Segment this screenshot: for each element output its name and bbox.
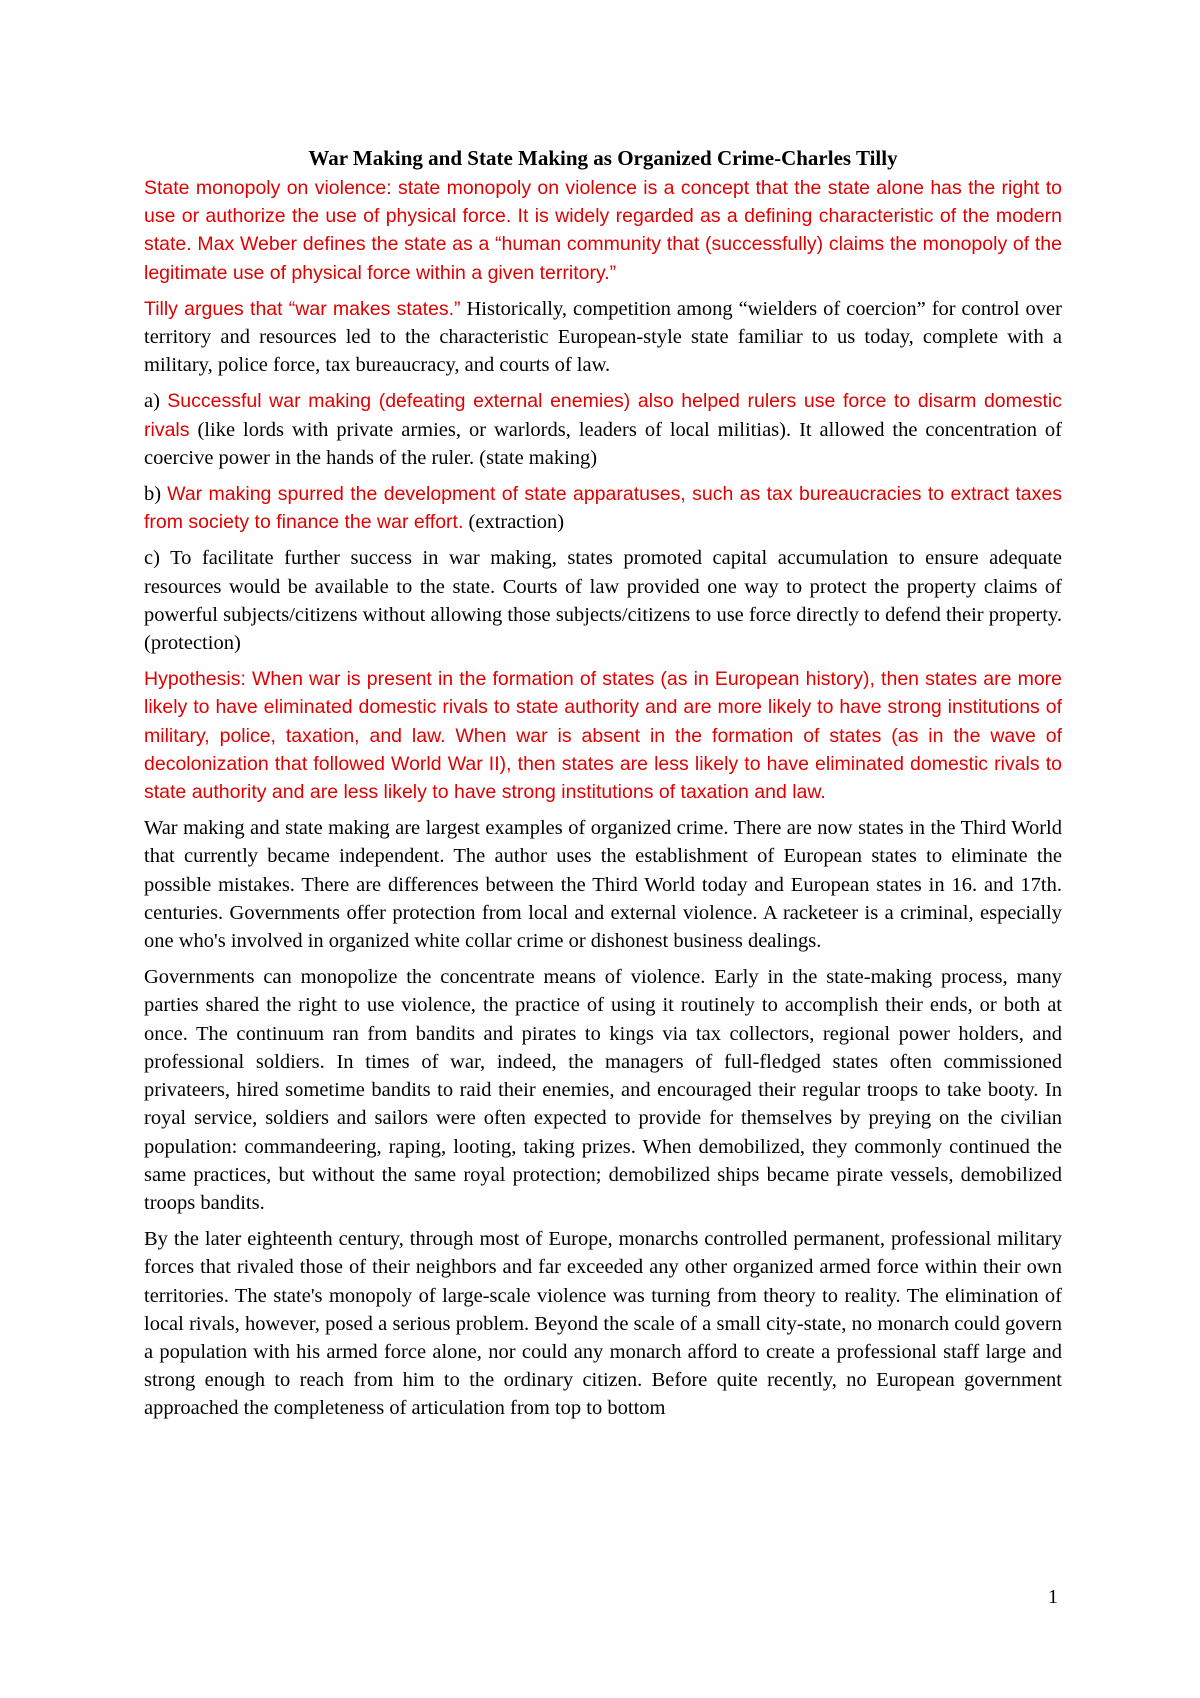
- text-run: (extraction): [463, 511, 565, 534]
- text-run: b): [144, 483, 168, 506]
- paragraph: [144, 480, 1062, 536]
- highlighted-text: Tilly argues that “war makes states.”: [144, 297, 461, 320]
- text-run: c) To facilitate further success in war making, states promoted capital accumulation to ensure adequate resources would be available to the state. Courts of law provided one way to protect the property claims of powerful subjects/citizens without allowing those subjects/citizens to use force directly to defend their property. (protection): [144, 547, 1062, 655]
- paragraph: [144, 544, 1062, 657]
- paragraph: [144, 387, 1062, 472]
- highlighted-text: Hypothesis: When war is present in the formation of states (as in European history), then states are more likely to have eliminated domestic rivals to state authority and are more likely to have strong institutions of military, police, taxation, and law. When war is absent in the formation of states (as in the wave of decolonization that followed World War II), then states are less likely to have eliminated domestic rivals to state authority and are less likely to have strong institutions of taxation and law.: [144, 668, 1062, 804]
- text-run: Governments can monopolize the concentrate means of violence. Early in the state-making process, many parties shared the right to use violence, the practice of using it routinely to accomplish their ends, or both at once. The continuum ran from bandits and pirates to kings via tax collectors, regional power holders, and professional soldiers. In times of war, indeed, the managers of full-fledged states often commissioned privateers, hired sometime bandits to raid their enemies, and encouraged their regular troops to take booty. In royal service, soldiers and sailors were often expected to provide for themselves by preying on the civilian population: commandeering, raping, looting, taking prizes. When demobilized, they commonly continued the same practices, but without the same royal protection; demobilized ships became pirate vessels, demobilized troops bandits.: [144, 966, 1062, 1214]
- document-title: War Making and State Making as Organized Crime-Charles Tilly: [308, 146, 898, 170]
- text-run: (like lords with private armies, or warlords, leaders of local militias). It allowed the concentration of coercive power in the hands of the ruler. (state making): [144, 418, 1062, 469]
- text-run: a): [144, 390, 168, 413]
- paragraph: [144, 814, 1062, 955]
- text-run: War making and state making are largest examples of organized crime. There are now states in the Third World that currently became independent. The author uses the establishment of European states to eliminate the possible mistakes. There are differences between the Third World today and European states in 16. and 17th. centuries. Governments offer protection from local and external violence. A racketeer is a criminal, especially one who's involved in organized white collar crime or dishonest business dealings.: [144, 817, 1062, 953]
- page-content: [144, 144, 1062, 1431]
- text-run: By the later eighteenth century, through most of Europe, monarchs controlled permanent, professional military forces that rivaled those of their neighbors and far exceeded any other organized armed force within their own territories. The state's monopoly of large-scale violence was turning from theory to reality. The elimination of local rivals, however, posed a serious problem. Beyond the scale of a small city-state, no monarch could govern a population with his armed force alone, nor could any monarch afford to create a professional staff large and strong enough to reach from him to the ordinary citizen. Before quite recently, no European government approached the completeness of articulation from top to bottom: [144, 1228, 1062, 1420]
- text-run: Historically, competition among “wielders of coercion” for control over territory and resources led to the characteristic European-style state familiar to us today, complete with a military, police force, tax bureaucracy, and courts of law.: [144, 297, 1062, 377]
- highlighted-text: War making spurred the development of state apparatuses, such as tax bureaucracies to extract taxes from society to finance the war effort.: [144, 483, 1062, 534]
- paragraph: [144, 665, 1062, 806]
- paragraph: [144, 1225, 1062, 1422]
- paragraph: [144, 295, 1062, 380]
- highlighted-text: State monopoly on violence: state monopoly on violence is a concept that the state alone has the right to use or authorize the use of physical force. It is widely regarded as a defining characteristic of the modern state. Max Weber defines the state as a “human community that (successfully) claims the monopoly of the legitimate use of physical force within a given territory.”: [144, 177, 1062, 284]
- body-text: [144, 174, 1062, 1423]
- highlighted-text: Successful war making (defeating external enemies) also helped rulers use force to disarm domestic rivals: [144, 390, 1062, 441]
- paragraph: [144, 174, 1062, 287]
- page-number: 1: [1048, 1586, 1058, 1608]
- paragraph: [144, 963, 1062, 1217]
